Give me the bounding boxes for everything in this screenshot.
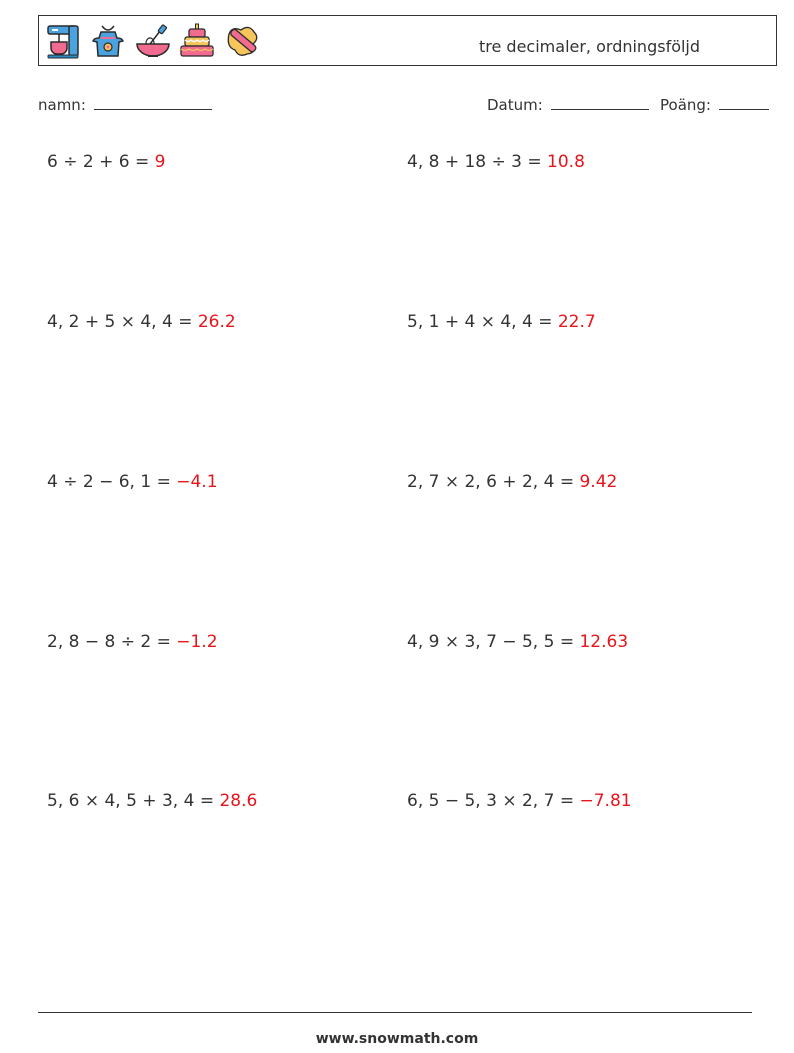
footer-divider	[38, 1012, 752, 1013]
problem-3	[47, 312, 236, 332]
problem-answer: 9.42	[579, 472, 618, 492]
problem-answer: −4.1	[176, 472, 218, 492]
problem-expression: 6, 5 − 5, 3 × 2, 7 =	[407, 791, 575, 811]
problem-answer: −7.81	[579, 791, 632, 811]
problem-2	[407, 152, 585, 172]
footer-url[interactable]: www.snowmath.com	[315, 1031, 479, 1047]
problem-answer: 22.7	[557, 312, 596, 332]
apron-icon	[89, 22, 127, 60]
problem-4	[407, 312, 596, 332]
worksheet-title: tre decimaler, ordningsföljd	[479, 37, 701, 56]
rolling-pin-icon	[224, 22, 262, 60]
problem-6	[407, 472, 617, 492]
date-label: Datum:	[487, 96, 543, 114]
problem-9	[47, 791, 257, 811]
header-box	[38, 15, 777, 66]
problem-answer: 12.63	[579, 632, 629, 652]
name-blank-line[interactable]	[94, 95, 212, 110]
problem-expression: 2, 7 × 2, 6 + 2, 4 =	[407, 472, 575, 492]
name-field	[38, 95, 212, 114]
mixer-icon	[45, 22, 83, 60]
problem-answer: 28.6	[219, 791, 258, 811]
problem-1	[47, 152, 165, 172]
problem-answer: 10.8	[547, 152, 585, 172]
problem-expression: 2, 8 − 8 ÷ 2 =	[47, 632, 171, 652]
date-blank-line[interactable]	[551, 95, 649, 110]
problem-expression: 4, 2 + 5 × 4, 4 =	[47, 312, 193, 332]
problem-expression: 4 ÷ 2 − 6, 1 =	[47, 472, 171, 492]
problem-expression: 6 ÷ 2 + 6 =	[47, 152, 150, 172]
problem-8	[407, 632, 628, 652]
problem-5	[47, 472, 218, 492]
date-field	[487, 95, 649, 114]
problem-expression: 5, 6 × 4, 5 + 3, 4 =	[47, 791, 215, 811]
score-label: Poäng:	[660, 96, 711, 114]
score-blank-line[interactable]	[719, 95, 769, 110]
problem-expression: 5, 1 + 4 × 4, 4 =	[407, 312, 553, 332]
problem-10	[407, 791, 632, 811]
problem-answer: 9	[154, 152, 166, 172]
problem-expression: 4, 9 × 3, 7 − 5, 5 =	[407, 632, 575, 652]
mixing-bowl-icon	[134, 22, 172, 60]
problem-expression: 4, 8 + 18 ÷ 3 =	[407, 152, 542, 172]
name-label: namn:	[38, 96, 86, 114]
problem-answer: −1.2	[176, 632, 218, 652]
problem-7	[47, 632, 218, 652]
problem-answer: 26.2	[197, 312, 236, 332]
score-field	[660, 95, 769, 114]
cake-icon	[178, 22, 216, 60]
